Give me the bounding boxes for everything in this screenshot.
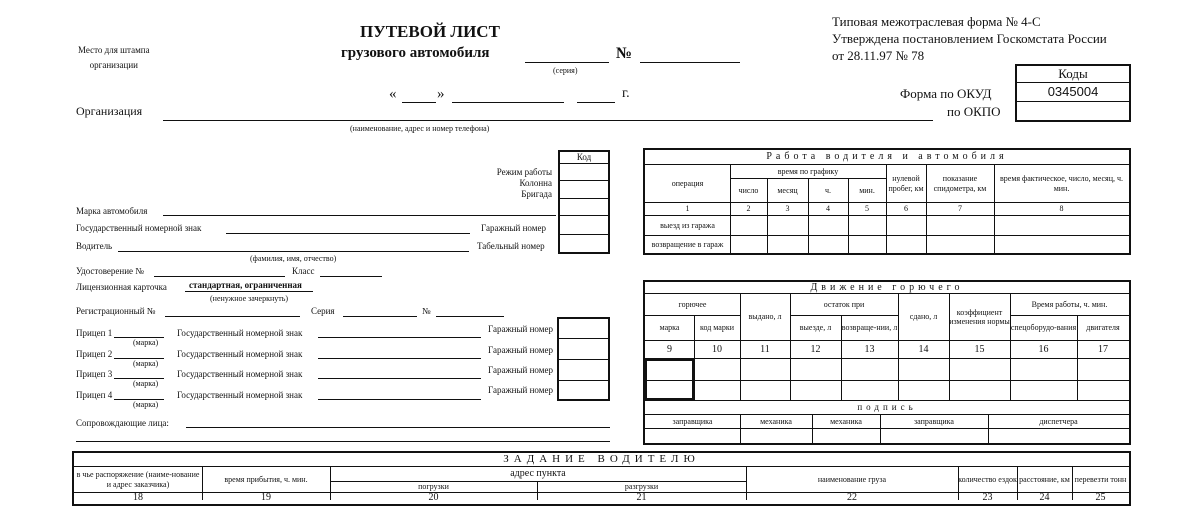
reg-series-field[interactable] xyxy=(343,316,417,317)
col-actual: время фактическое, число, месяц, ч. мин. xyxy=(999,174,1123,193)
work-table-title: Работа водителя и автомобиля xyxy=(766,151,1008,162)
task-num-24: 24 xyxy=(1039,492,1050,504)
date-month-field[interactable] xyxy=(452,102,564,103)
okud-label: Форма по ОКУД xyxy=(900,86,992,101)
series-label: Серия xyxy=(311,306,335,316)
series-field[interactable] xyxy=(525,62,609,63)
escort-label: Сопровождающие лица: xyxy=(76,418,169,428)
col-hour: ч. xyxy=(824,185,832,195)
col-rest: остаток при xyxy=(823,299,865,309)
col-min: мин. xyxy=(859,185,875,195)
work-num-8: 8 xyxy=(1059,204,1064,214)
task-num-19: 19 xyxy=(261,492,271,504)
col-engine: двигателя xyxy=(1086,323,1120,333)
trailer-2-label: Прицеп 2 xyxy=(76,349,113,359)
work-num-4: 4 xyxy=(826,204,830,214)
number-sign: № xyxy=(616,45,633,62)
fuel-num-12: 12 xyxy=(810,343,821,355)
work-num-3: 3 xyxy=(785,204,790,214)
fuel-num-15: 15 xyxy=(974,343,985,355)
license-label: Удостоверение № xyxy=(76,266,144,276)
org-label: Организация xyxy=(76,104,143,118)
tab-no-label: Табельный номер xyxy=(477,241,545,251)
codes-label: Коды xyxy=(1058,66,1088,81)
col-fuel-brand: марка xyxy=(659,323,680,333)
driver-label: Водитель xyxy=(76,241,113,251)
trailer-4-label: Прицеп 4 xyxy=(76,390,113,400)
stamp-place-label: Место для штампа организации xyxy=(78,45,150,70)
col-month: месяц xyxy=(777,185,798,195)
col-customer: в чье распоряжение (наиме-нование и адрес заказчика) xyxy=(76,470,200,489)
license-field[interactable] xyxy=(154,276,285,277)
work-num-7: 7 xyxy=(958,204,962,214)
work-num-1: 1 xyxy=(685,204,690,214)
task-num-18: 18 xyxy=(133,492,143,504)
trailer-4-plate-label: Государственный номерной знак xyxy=(177,390,303,400)
escort-field[interactable] xyxy=(186,427,610,428)
org-note: (наименование, адрес и номер телефона) xyxy=(350,124,490,133)
trailer-1-brand-note: (марка) xyxy=(133,338,159,347)
col-loading: погрузки xyxy=(418,482,449,492)
reg-num-label: № xyxy=(422,306,431,316)
lic-card-note: (ненужное зачеркнуть) xyxy=(210,294,289,303)
sig-dispatcher: диспетчера xyxy=(1039,416,1078,426)
trailer-2-brand-note: (марка) xyxy=(133,359,159,368)
col-arrival: время прибытия, ч. мин. xyxy=(224,474,308,484)
fuel-num-13: 13 xyxy=(864,343,875,355)
date-open-quote: « xyxy=(389,86,397,102)
sig-fueler-1: заправщика xyxy=(672,416,713,426)
col-day: число xyxy=(738,185,759,195)
date-day-field[interactable] xyxy=(402,102,436,103)
col-cargo: наименование груза xyxy=(817,474,887,484)
reg-num-field[interactable] xyxy=(436,316,504,317)
driver-note: (фамилия, имя, отчество) xyxy=(250,254,337,263)
col-odometer: показание спидометра, км xyxy=(933,174,987,193)
fuel-num-10: 10 xyxy=(712,343,722,355)
col-schedule: время по графику xyxy=(777,166,839,176)
fuel-num-16: 16 xyxy=(1038,343,1049,355)
class-label: Класс xyxy=(292,266,315,276)
trailer-1-plate-label: Государственный номерной знак xyxy=(177,328,303,338)
signatures-title: подпись xyxy=(857,402,917,413)
page-subtitle: грузового автомобиля xyxy=(341,45,490,61)
trailer-4-brand-note: (марка) xyxy=(133,400,159,409)
col-special: спецоборудо-вания xyxy=(1010,323,1077,333)
task-num-22: 22 xyxy=(847,492,857,504)
col-fuel: горючее xyxy=(678,299,707,309)
fuel-num-9: 9 xyxy=(667,343,672,355)
trailer-2-plate-label: Государственный номерной знак xyxy=(177,349,303,359)
work-num-6: 6 xyxy=(904,204,908,214)
plate-field[interactable] xyxy=(226,233,470,234)
col-issued: выдано, л xyxy=(748,312,782,322)
col-worktime: Время работы, ч. мин. xyxy=(1031,299,1108,309)
car-brand-label: Марка автомобиля xyxy=(76,206,148,216)
task-num-25: 25 xyxy=(1095,492,1106,504)
reg-no-field[interactable] xyxy=(165,316,300,317)
number-field[interactable] xyxy=(640,62,740,63)
trailer-3-brand-note: (марка) xyxy=(133,379,159,388)
work-num-5: 5 xyxy=(865,204,869,214)
col-distance: расстояние, км xyxy=(1019,474,1070,484)
task-num-20: 20 xyxy=(428,492,439,504)
org-field[interactable] xyxy=(163,120,933,121)
lic-card-label: Лицензионная карточка xyxy=(76,282,167,292)
col-fuel-code: код марки xyxy=(699,323,735,333)
trailer-3-label: Прицеп 3 xyxy=(76,369,113,379)
trailer-1-label: Прицеп 1 xyxy=(76,328,113,338)
date-year-field[interactable] xyxy=(577,102,615,103)
row-out-garage: выезд из гаража xyxy=(660,220,715,230)
trailer-2-plate-field[interactable] xyxy=(318,358,481,359)
col-address: адрес пункта xyxy=(510,468,566,480)
fuel-num-17: 17 xyxy=(1098,343,1108,355)
class-field[interactable] xyxy=(320,276,382,277)
trailer-2-garage-label: Гаражный номер xyxy=(488,345,553,355)
task-table-title: ЗАДАНИЕ ВОДИТЕЛЮ xyxy=(503,453,700,465)
date-close-quote: » xyxy=(437,86,445,102)
lic-card-value: стандартная, ограниченная xyxy=(189,280,302,290)
row-back-garage: возвращение в гараж xyxy=(651,239,724,249)
trailer-4-plate-field[interactable] xyxy=(318,399,481,400)
code-box xyxy=(558,150,610,254)
car-brand-field[interactable] xyxy=(163,215,556,216)
trailer-3-garage-label: Гаражный номер xyxy=(488,365,553,375)
trailer-3-plate-label: Государственный номерной знак xyxy=(177,369,303,379)
year-suffix: г. xyxy=(622,86,630,101)
plate-label: Государственный номерной знак xyxy=(76,223,202,233)
col-unloading: разгрузки xyxy=(624,482,659,492)
trailer-3-plate-field[interactable] xyxy=(318,378,481,379)
sig-mechanic-1: механика xyxy=(760,416,792,426)
col-zero-run: нулевой пробег, км xyxy=(888,174,924,193)
garage-no-label: Гаражный номер xyxy=(481,223,546,233)
okpo-label: по ОКПО xyxy=(947,104,1001,119)
col-trips: количество ездок xyxy=(958,474,1017,484)
code-header: Код xyxy=(576,152,592,162)
col-rest-out: выезде, л xyxy=(799,323,832,333)
fuel-table-title: Движение горючего xyxy=(810,282,964,293)
work-num-2: 2 xyxy=(746,204,751,214)
fuel-brand-cell[interactable] xyxy=(645,359,694,400)
trailer-1-plate-field[interactable] xyxy=(318,337,481,338)
sig-fueler-2: заправщика xyxy=(914,416,954,426)
page-title: ПУТЕВОЙ ЛИСТ xyxy=(360,22,500,41)
sig-mechanic-2: механика xyxy=(830,416,862,426)
mode-labels: Режим работы Колонна Бригада xyxy=(496,167,552,199)
task-num-23: 23 xyxy=(982,492,993,504)
reg-no-label: Регистрационный № xyxy=(76,306,156,316)
col-handed: сдано, л xyxy=(909,312,938,322)
trailer-1-garage-label: Гаражный номер xyxy=(488,324,553,334)
series-note: (серия) xyxy=(553,66,578,75)
okud-value: 0345004 xyxy=(1047,84,1099,99)
trailer-4-garage-label: Гаражный номер xyxy=(488,385,553,395)
driver-field[interactable] xyxy=(118,251,469,252)
task-num-21: 21 xyxy=(636,492,647,504)
form-info: Типовая межотраслевая форма № 4-С Утверждена постановлением Госкомстата России от 28.11.97 № 78 xyxy=(832,14,1107,63)
col-tons: перевезти тонн xyxy=(1074,474,1127,484)
col-coef: коэффициент изменения нормы xyxy=(949,307,1010,326)
fuel-num-11: 11 xyxy=(760,343,770,355)
col-operation: операция xyxy=(671,178,704,188)
col-rest-return: возвраще-нии, л xyxy=(841,323,898,333)
fuel-num-14: 14 xyxy=(918,343,929,355)
